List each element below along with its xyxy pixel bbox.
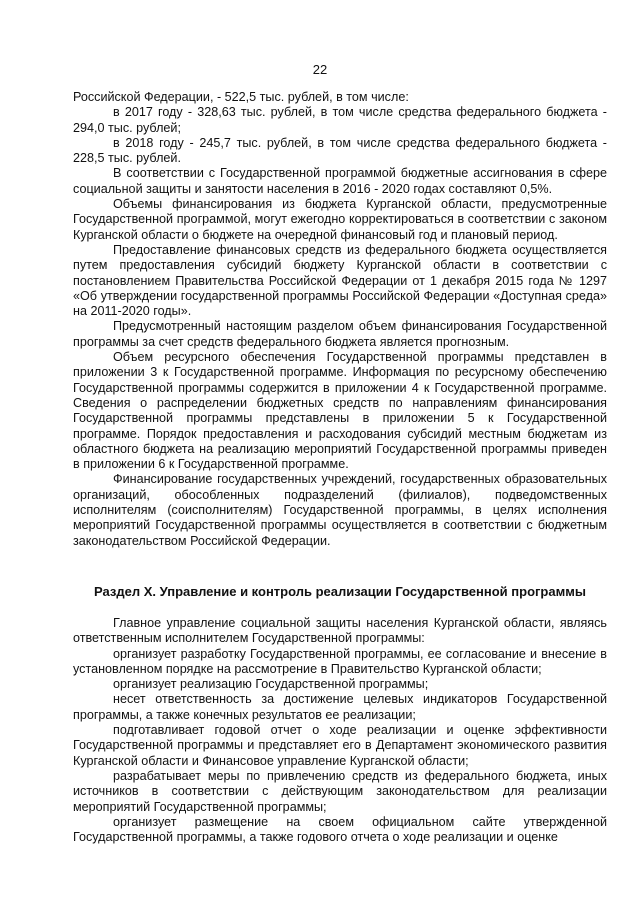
paragraph: организует разработку Государственной программы, ее согласование и внесение в установленном порядке на рассмотрение в Правительство Курганской области; [73, 646, 607, 676]
paragraph: несет ответственность за достижение целевых индикаторов Государственной программы, а также конечных результатов ее реализации; [73, 692, 607, 722]
paragraph: подготавливает годовой отчет о ходе реализации и оценке эффективности Государственной программы и представляет его в Департамент экономического развития Курганской области и Финансовое управление Курганской области; [73, 723, 607, 768]
paragraph: Предусмотренный настоящим разделом объем финансирования Государственной программы за счет средств федерального бюджета является прогнозным. [73, 319, 607, 349]
paragraph: в 2017 году - 328,63 тыс. рублей, в том числе средства федерального бюджета - 294,0 тыс. рублей; [73, 105, 607, 135]
paragraph: Объемы финансирования из бюджета Курганской области, предусмотренные Государственной программой, могут ежегодно корректироваться в соответствии с законом Курганской области о бюджете на очередной финансовый год и плановый период. [73, 197, 607, 242]
section-heading: Раздел X. Управление и контроль реализации Государственной программы [94, 584, 586, 599]
paragraph: Предоставление финансовых средств из федерального бюджета осуществляется путем предоставления субсидий бюджету Курганской области в соответствии с постановлением Правительства Российской Федерации от 1 декабря 2015 года № 1297 «Об утверждении государственной программы Российской Федерации «Доступная среда» на 2011-2020 годы». [73, 242, 607, 319]
body-text-top [73, 90, 607, 549]
paragraph: организует размещение на своем официальном сайте утвержденной Государственной программы, а также годового отчета о ходе реализации и оценке [73, 814, 607, 845]
paragraph: Главное управление социальной защиты населения Курганской области, являясь ответственным исполнителем Государственной программы: [73, 616, 607, 646]
paragraph: Российской Федерации, - 522,5 тыс. рублей, в том числе: [73, 90, 409, 104]
paragraph: организует реализацию Государственной программы; [113, 677, 429, 692]
paragraph: разрабатывает меры по привлечению средств из федерального бюджета, иных источников в соответствии с действующим законодательством для реализации мероприятий Государственной программы; [73, 768, 607, 814]
paragraph: в 2018 году - 245,7 тыс. рублей, в том числе средства федерального бюджета - 228,5 тыс. рублей. [73, 135, 607, 166]
paragraph: Объем ресурсного обеспечения Государственной программы представлен в приложении 3 к Государственной программе. Информация по ресурсному обеспечению Государственной программы содержится в приложении 4 к Государственной программе. Сведения о распределении бюджетных средств по направлениям финансирования Государственной программы представлены в приложении 5 к Государственной программе. Порядок предоставления и расходования субсидий местным бюджетам из областного бюджета на реализацию мероприятий Государственной программы приведен в приложении 6 к Государственной программе. [73, 350, 607, 472]
page-number: 22 [312, 62, 328, 77]
body-text-bottom [73, 616, 607, 845]
paragraph: Финансирование государственных учреждений, государственных образовательных организаций, обособленных подразделений (филиалов), подведомственных исполнителям (соисполнителям) Государственной программы, в целях исполнения мероприятий Государственной программы осуществляется в соответствии с бюджетным законодательством Российской Федерации. [73, 472, 607, 548]
paragraph: В соответствии с Государственной программой бюджетные ассигнования в сфере социальной защиты и занятости населения в 2016 - 2020 годах составляют 0,5%. [73, 166, 607, 196]
